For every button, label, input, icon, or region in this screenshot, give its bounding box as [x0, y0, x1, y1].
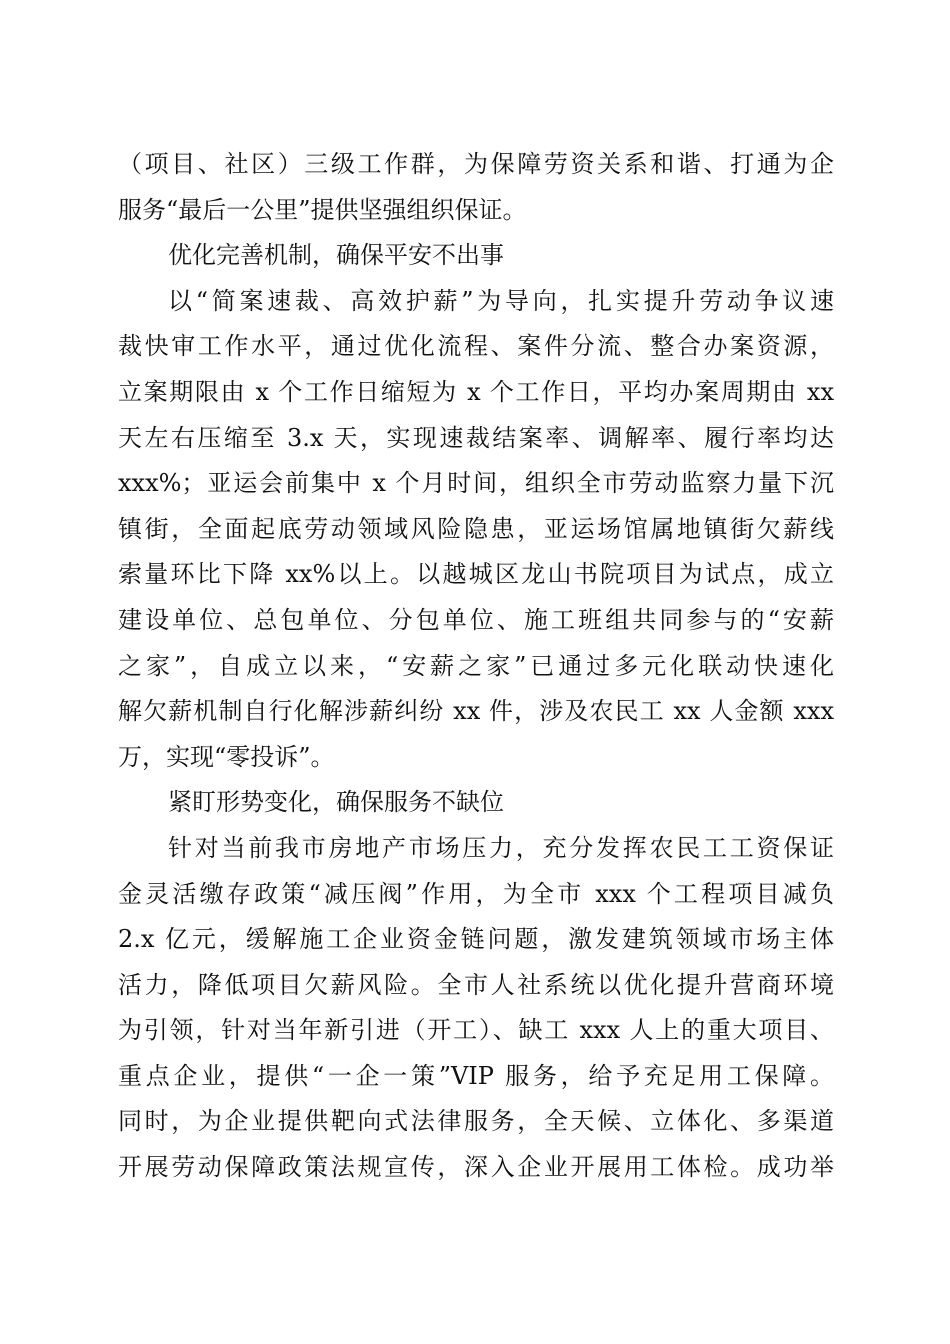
text-line: 镇街，全面起底劳动领域风险隐患，亚运场馆属地镇街欠薪线 — [118, 514, 834, 543]
text-line: 建设单位、总包单位、分包单位、施工班组共同参与的“安薪 — [118, 605, 834, 634]
text-line: 为引领，针对当年新引进（开工）、缺工 xxx 人上的重大项目、 — [118, 1016, 834, 1045]
document-body — [118, 142, 834, 1191]
text-line: 同时，为企业提供靶向式法律服务，全天候、立体化、多渠道 — [118, 1107, 834, 1136]
paragraph-first-line: 以“简案速裁、高效护薪”为导向，扎实提升劳动争议速 — [168, 286, 834, 315]
paragraph-first-line: 针对当前我市房地产市场压力，充分发挥农民工工资保证 — [168, 833, 834, 862]
text-line: 天左右压缩至 3.x 天，实现速裁结案率、调解率、履行率均达 — [118, 423, 834, 452]
paragraph-first-line: 紧盯形势变化，确保服务不缺位 — [168, 788, 504, 817]
text-line: 解欠薪机制自行化解涉薪纠纷 xx 件，涉及农民工 xx 人金额 xxx — [118, 697, 834, 726]
text-line: 服务“最后一公里”提供坚强组织保证。 — [118, 195, 527, 224]
text-line: xxx%；亚运会前集中 x 个月时间，组织全市劳动监察力量下沉 — [118, 469, 834, 498]
text-line: 开展劳动保障政策法规宣传，深入企业开展用工体检。成功举 — [118, 1153, 834, 1182]
paragraph-first-line: 优化完善机制，确保平安不出事 — [168, 241, 504, 270]
text-line: 2.x 亿元，缓解施工企业资金链问题，激发建筑领域市场主体 — [118, 925, 834, 954]
text-line: 索量环比下降 xx%以上。以越城区龙山书院项目为试点，成立 — [118, 560, 834, 589]
text-line: 金灵活缴存政策“减压阀”作用，为全市 xxx 个工程项目减负 — [118, 879, 834, 908]
text-line: 活力，降低项目欠薪风险。全市人社系统以优化提升营商环境 — [118, 970, 834, 999]
text-line: 之家”，自成立以来，“安薪之家”已通过多元化联动快速化 — [118, 651, 834, 680]
text-line: 裁快审工作水平，通过优化流程、案件分流、整合办案资源， — [118, 332, 834, 361]
text-line: 万，实现“零投诉”。 — [118, 742, 335, 771]
text-line: （项目、社区）三级工作群，为保障劳资关系和谐、打通为企 — [118, 150, 834, 178]
text-line: 立案期限由 x 个工作日缩短为 x 个工作日，平均办案周期由 xx — [118, 377, 834, 406]
text-line: 重点企业，提供“一企一策”VIP 服务，给予充足用工保障。 — [118, 1061, 834, 1090]
